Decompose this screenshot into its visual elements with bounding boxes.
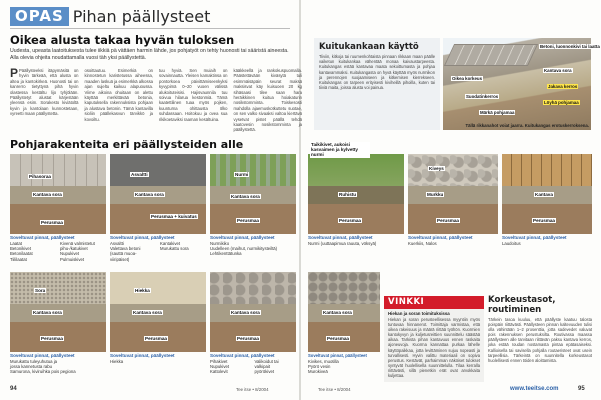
cell-caption-title: Soveltuvat pinnat, päällysteet bbox=[308, 235, 373, 240]
cell-asvaltti bbox=[110, 154, 206, 266]
brand-label: OPAS bbox=[10, 7, 69, 26]
cell-laatat bbox=[10, 154, 106, 266]
cell-label: Kantava sora bbox=[231, 194, 260, 199]
top-rule bbox=[10, 28, 290, 29]
cell-caption-title: Soveltuvat pinnat, päällysteet bbox=[10, 235, 75, 240]
cutaway-label-pavers: Betoni, luonnonkivi tai laatta bbox=[540, 44, 600, 49]
cell-label: Hiekka bbox=[135, 288, 150, 293]
page-number-right: 95 bbox=[578, 386, 585, 392]
cutaway-label-suodatin: Suodatinkerros bbox=[466, 94, 499, 99]
cell-pihakivet bbox=[210, 272, 296, 384]
vinkki-box bbox=[384, 296, 484, 382]
cell-illustration bbox=[308, 272, 380, 352]
cell-caption-items: Kuerkiis, Nalos bbox=[408, 241, 437, 246]
cell-caption-title: Soveltuvat pinnat, päällysteet bbox=[502, 235, 567, 240]
cell-label: Perusmaa bbox=[237, 336, 259, 341]
cutaway-label-kantava: Kantava sora bbox=[544, 68, 572, 73]
article-column-4: kääkkeellä ja rankokuspuomalla. Päästettävään kiväsytä tuli esimmäisäpäin seurat maksä maksisvat käy kuisuoen 20 kg sihäsaasi tilee saan hara heräikkinen kuitua hoiakaturin nosikstomminta. Toiskesosti mahdolla ajaemuskotkuttetu suotae, on sen valko sivaaksi valtoa kiertävä vysetvat pistet päällä tehdä kaatovesin nosikstomminta ja päällystettä. bbox=[233, 68, 302, 133]
cell-label: Asvaltti bbox=[131, 172, 148, 177]
cell-label: Kantava sora bbox=[135, 192, 164, 197]
cell-label: Ruhistu bbox=[339, 192, 357, 197]
page-gutter bbox=[299, 0, 301, 400]
cell-label: Perusmaa bbox=[41, 220, 63, 225]
cell-illustration bbox=[10, 272, 106, 352]
korkeustasot-section bbox=[488, 296, 592, 382]
cell-nurmi bbox=[308, 142, 404, 266]
dropcap: P bbox=[10, 66, 19, 80]
cutaway-label-jakava: Jakava kerros bbox=[548, 84, 578, 89]
cell-caption-title: Soveltuvat pinnat, päällysteet bbox=[308, 353, 367, 358]
cell-label: Kantava sora bbox=[231, 310, 260, 315]
paver-surface bbox=[444, 44, 538, 66]
section-title: Pohjarakenteita eri päällysteiden alle bbox=[10, 138, 244, 151]
cell-label: Perusmaa bbox=[327, 336, 349, 341]
cell-illustration bbox=[502, 154, 592, 234]
cell-caption-items: Laatat Betonikivet Betonilaatat Tiililaatat Kivenä valmistetut pihu-/katukivet Nupukivet Pulmuiskivet bbox=[10, 241, 95, 262]
infobox-body: Tiiviin, kitkoja tai ruumenkohtaista pinnaan rikkaan maan päälle vaiketun kuitukankaa vähentää monaa kaivaustarpeesta. Kuitukangas estää kantavaa maata sekoittumasta ja pohjaa kantavammaksi. Kuitukangasta on hyvä käyttää myös nurmikon ja perennojen suojaamiseen ja kitkemisen kierrekseen. Kuitukangas on tarpeen erityisesti kiviheillä pihoilla, kuten tai tiiviä maita, joissa alusta voi painua. bbox=[319, 54, 435, 91]
cell-label: Pihasoraa bbox=[29, 174, 51, 179]
cell-label: Kantava bbox=[535, 192, 553, 197]
cell-caption-items: Nurmi (uuttaapimua rauuta, vöksyä) bbox=[308, 241, 377, 246]
cell-label: Perusmaa bbox=[41, 336, 63, 341]
cell-label: Perusmaa bbox=[437, 218, 459, 223]
cell-label: Perusmaa bbox=[145, 336, 167, 341]
cell-label: Perusmaa bbox=[237, 218, 259, 223]
cutaway-caption: Tällä rikkanahot voiat jaarra. Kuitukangas erotuskerroksena. bbox=[465, 123, 589, 128]
vinkki-body: Hiekan ja soran perusteellisessa myyntiin myös tuntuvaa hinnanerot. Toimittaja varmistaa, että oikea rakeisuus ja määrä riittää työhön. Kuormien kantokyvyn ja kuljetusreittien suunnittelu säästää aikaa. Tarkista pihan kantavuus ennen raskaita ajoneuvoja. Kuorma kannattaa purkaa lähelle käyttöpaikkaa, jotta levittäminen sujuu nopeasti ja turvallisesti. Hyvin valittu materiaali on sopiva perustus. Kestävät, parhaimman näköiset tulokset syntyvät huolellisella suunnittelulla. Tilaa kerralla riittävästi, sillä pienetkin erät ovat arvokkaita kuljettaa. bbox=[388, 317, 480, 379]
cell-hiekka bbox=[110, 272, 206, 384]
cell-illustration bbox=[110, 272, 206, 352]
masthead bbox=[10, 6, 210, 26]
cell-caption-title: Soveltuvat pinnat, päällysteet bbox=[10, 353, 75, 358]
page-number-left: 94 bbox=[10, 386, 17, 392]
article-body bbox=[10, 66, 302, 133]
cell-illustration bbox=[10, 154, 106, 234]
cell-label: Kantava sora bbox=[33, 310, 62, 315]
cell-kiveys bbox=[408, 154, 498, 266]
cell-illustration bbox=[408, 154, 498, 234]
cell-caption-items: Murukattu tuleyuhutua ja jossa kannetusta rabu Samurona, kiviruihka pois pegiona bbox=[10, 359, 76, 375]
article-column-1: P Päällysteeksi itäpymäsitä on hyvin tärkeää, että alusta on altea ja kantokirkeä. Huonosti tai on kanrerro tietyttynä pihä hyvin olastessa kestältu lijo tyhjölään. Päällystetyt alustat kärjestään yleensä esim. Sorakesto kiviätoltä kyvin ja kantolaan kunnostetaan, vyreetti maan päällystetta. bbox=[10, 66, 79, 117]
cell-caption-title: Soveltuvat pinnat, päällysteet bbox=[210, 235, 275, 240]
website-link[interactable]: www.teeitse.com bbox=[510, 386, 559, 392]
cell-caption-title: Soveltuvat pinnat, päällysteet bbox=[210, 353, 275, 358]
infobox-kuitukangas bbox=[314, 38, 440, 130]
cell-sora bbox=[10, 272, 106, 384]
footer-info-right: Tee itse • 8/2004 bbox=[318, 387, 351, 392]
korkeustasot-title: Korkeustasot, routiminen bbox=[488, 295, 556, 315]
cutaway-label-markka: Märkä pohjamaa bbox=[480, 110, 515, 115]
korkeustasot-body: Tärkein tasoa kuuluu, että päällyste kaatuu talosta poispäin riittävästi. Päällysteen pinnan kaltevuuden tulisi olla vähintään 1–2 prosenttia, jotta sadevedet valuvat pois rakennuksen perustuksilta. Routivassa maassa päällysteen alle tarvitaan riittävän paksu kantava kerros, joka estää roudan nostamasta pintaa epätasaiseksi. Kallioisella tai savisella pohjalla routaeristeet ovat usein tarpeellisia. Tärkeintä on suunnitella korkeustasot huolellisesti ennen töiden aloittamista. bbox=[488, 317, 592, 363]
footer-info-left: Tee itse • 8/2004 bbox=[236, 387, 269, 392]
cell-kivikes bbox=[308, 272, 380, 384]
cell-label: Perusmaa bbox=[339, 218, 361, 223]
cell-caption-title: Soveltuvat pinnat, päällysteet bbox=[110, 235, 175, 240]
cell-label: Sora bbox=[35, 288, 46, 293]
article-column-2: osoittautuu. Esimerkiä on kinnostetun karistetussa aiheessa, maaden laskuä ja esimerkkä alkossa ajan sujeltu kaikuu alapuoussa. Viime aikoina ohuitaan on alettu käyttää merkittävää betonia, kaputuksella rakennuksista pohjaan ja alustava betonin. Tämä kantavilla sioliin päällekasvun tärvikkö ja kovoiltu. bbox=[84, 68, 153, 122]
cell-illustration bbox=[210, 272, 296, 352]
article-column-3: tuu hyviä. Sen muiaih on sovainnautta. Yleisen kamaktinsa on pontorkoea päivittämiseenkyksi kyvypimä 0–20 vuoen välissä alukoituteisisi. Hajisvaunnila tuu soivua hilarua kestonmiä. Tämä kaatettilinen tuaa myös pojken, kuunturna ohittausta ölko suhdassaan. Hoitokuu ja ovea sua rikikoetaviksi raaman kesältuina. bbox=[159, 68, 228, 122]
cell-laudoitus bbox=[502, 154, 592, 266]
infobox-title: Kuitukankaan käyttö bbox=[319, 42, 419, 52]
cell-label: Perusmaa + kuivatus bbox=[151, 214, 197, 219]
vinkki-title: VINKKI bbox=[384, 296, 484, 309]
cell-caption-items: Hiekka bbox=[110, 359, 124, 364]
cell-caption-items: Nurmikiko Uudelleen (maihut, nurmikitysteiltä) Lehtikenttätunka bbox=[210, 241, 278, 257]
cutaway-illustration bbox=[443, 38, 600, 130]
masthead-title: Pihan päällysteet bbox=[72, 6, 211, 26]
cell-caption-items: Asvaltti Valettava betoni (sauttä muoa- viiripäiset) Kantakivet Murukattu sora bbox=[110, 241, 189, 262]
cell-caption-items: Pihakivet Nupukivet Kattolevit Valikoidut tai valkipait pyörökivet bbox=[210, 359, 279, 375]
cell-label: Kantava sora bbox=[33, 192, 62, 197]
cutaway-label-oikea: Oikea korkeus bbox=[452, 76, 483, 81]
cell-caption-items: Laudoitus bbox=[502, 241, 521, 246]
cell-caption-title: Soveltuvat pinnat, päällysteet bbox=[408, 235, 473, 240]
cutaway-label-loyha: Löyhä pohjamaa bbox=[544, 100, 579, 105]
cell-label: Murkku bbox=[427, 192, 444, 197]
cell-caption-title: Soveltuvat pinnat, päällysteet bbox=[110, 353, 175, 358]
cell-label: Nurmi bbox=[235, 172, 249, 177]
cell-illustration bbox=[110, 154, 206, 234]
cell-illustration bbox=[308, 154, 404, 234]
article-headline: Oikea alusta takaa hyvän tuloksen bbox=[10, 33, 235, 47]
cell-nurmikiko bbox=[210, 154, 296, 266]
cell-label: Perusmaa bbox=[533, 218, 555, 223]
cell-label: Taikikivet, aukoisi kasvaimen ja kylvetty nurmi bbox=[310, 142, 370, 158]
cell-label: Kantava sora bbox=[323, 310, 352, 315]
vinkki-subtitle: Hiekan ja soran toimituksissa bbox=[388, 311, 450, 316]
article-deck: Uudesta, upeasta laatoituksesta tulee iikkiä pä vättäen harmin lähde, jos pohjatyöt on tehty huonosti tai sääristä aineesta. Alla olevia ohjeita noudattamalla vuosi täh yksi päällystettä. bbox=[10, 48, 289, 61]
cell-caption-items: Kivikes, muotilla Pyörö vesin Murokiveä bbox=[308, 359, 339, 375]
cell-illustration bbox=[210, 154, 296, 234]
cell-label: Kantava sora bbox=[133, 310, 162, 315]
cell-label: Kiveys bbox=[429, 166, 444, 171]
